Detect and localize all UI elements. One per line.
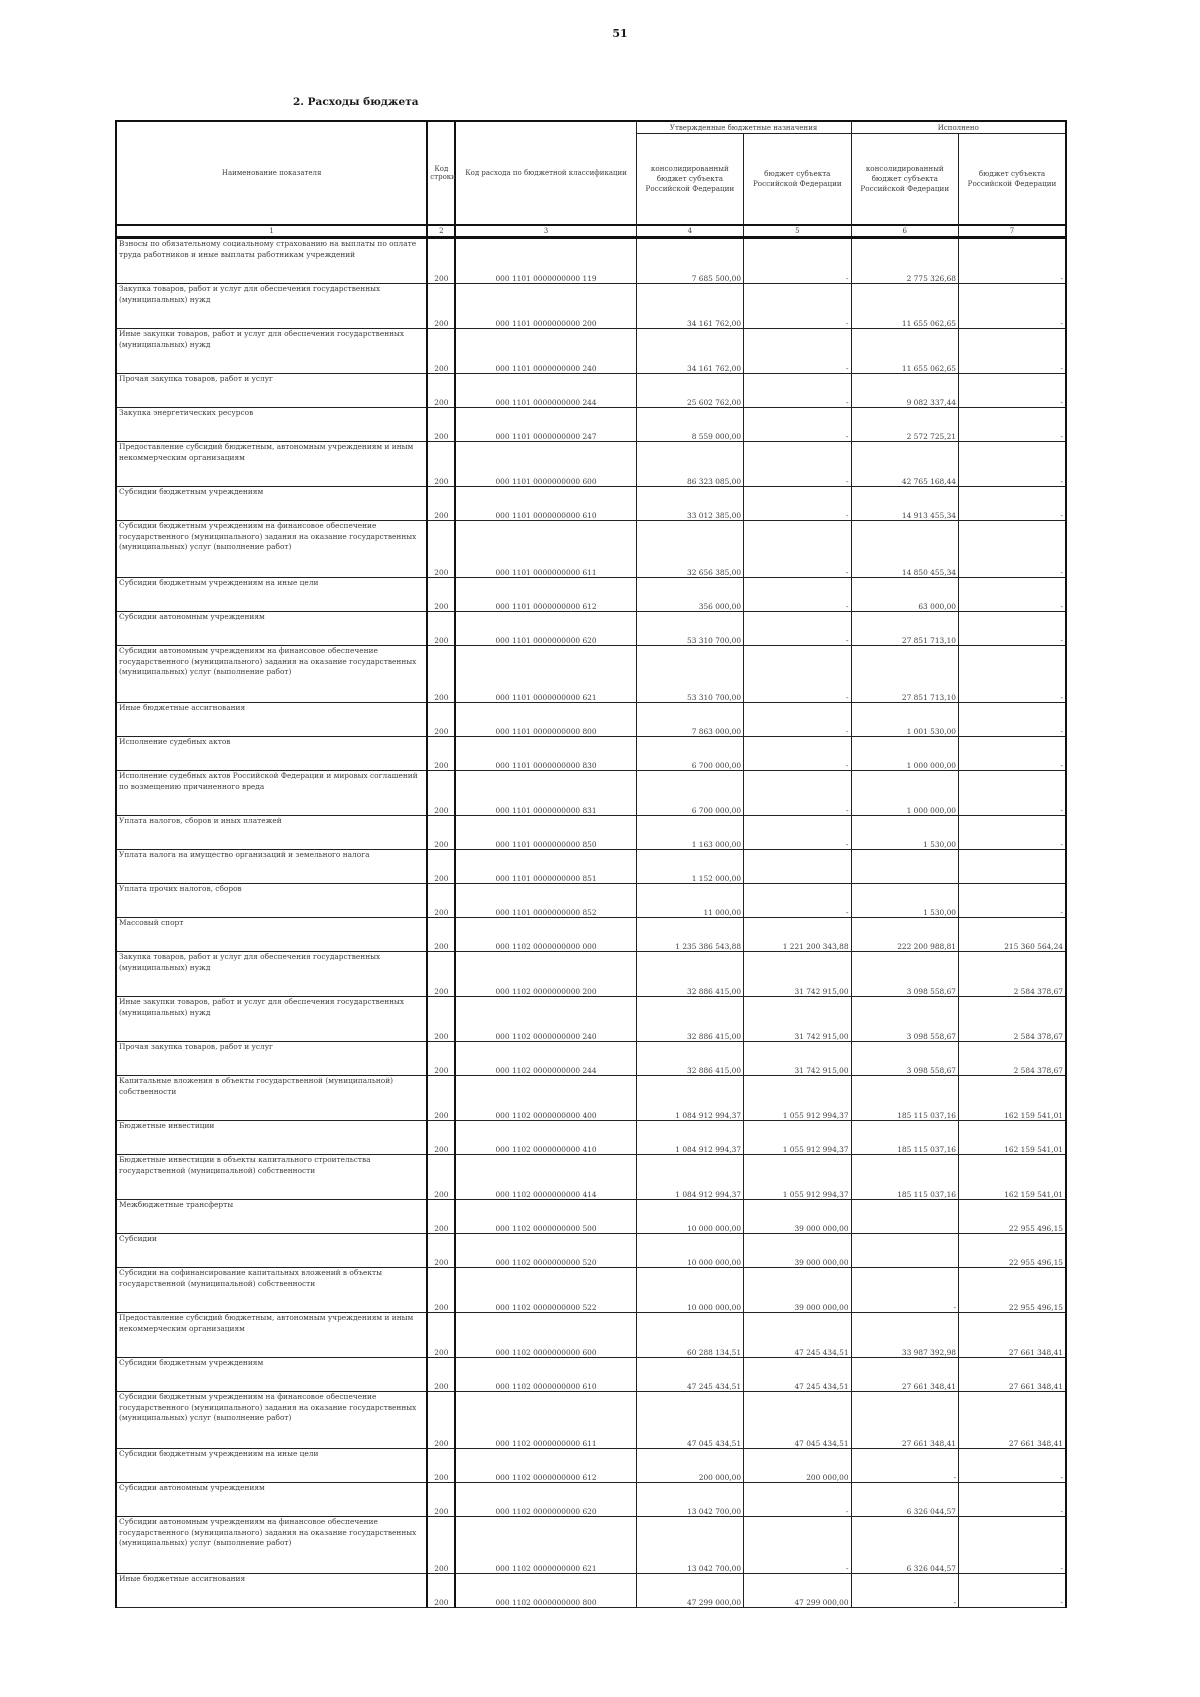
row-line-code: 200 <box>427 816 455 850</box>
row-approved-consolidated: 25 602 762,00 <box>636 374 743 408</box>
row-line-code: 200 <box>427 1042 455 1076</box>
row-approved-consolidated: 32 886 415,00 <box>636 997 743 1042</box>
table-row <box>116 1483 1066 1517</box>
row-executed-subject: 162 159 541,01 <box>958 1155 1066 1200</box>
row-approved-subject: - <box>744 329 851 374</box>
table-row <box>116 238 1066 284</box>
row-budget-code: 000 1102 0000000000 400 <box>455 1076 636 1121</box>
row-name: Предоставление субсидий бюджетным, автономным учреждениям и иным некоммерческим организациям <box>116 1313 427 1358</box>
row-approved-subject: - <box>744 521 851 578</box>
row-name: Субсидии <box>116 1234 427 1268</box>
row-executed-consolidated: 11 655 062,65 <box>851 284 958 329</box>
table-row <box>116 1121 1066 1155</box>
row-executed-subject: 2 584 378,67 <box>958 952 1066 997</box>
row-name: Закупка товаров, работ и услуг для обеспечения государственных (муниципальных) нужд <box>116 952 427 997</box>
row-approved-subject: - <box>744 703 851 737</box>
expenses-table <box>115 120 1067 1608</box>
row-name: Иные бюджетные ассигнования <box>116 703 427 737</box>
row-executed-subject: - <box>958 442 1066 487</box>
row-approved-consolidated: 10 000 000,00 <box>636 1234 743 1268</box>
row-approved-subject: - <box>744 238 851 284</box>
row-budget-code: 000 1102 0000000000 520 <box>455 1234 636 1268</box>
row-approved-subject: 47 245 434,51 <box>744 1313 851 1358</box>
row-approved-consolidated: 53 310 700,00 <box>636 612 743 646</box>
row-approved-consolidated: 86 323 085,00 <box>636 442 743 487</box>
row-approved-subject: 1 055 912 994,37 <box>744 1155 851 1200</box>
row-name: Субсидии бюджетным учреждениям на финансовое обеспечение государственного (муниципального) задания на оказание государственных (муниципальных) услуг (выполнение работ) <box>116 521 427 578</box>
row-name: Иные бюджетные ассигнования <box>116 1574 427 1608</box>
row-line-code: 200 <box>427 1449 455 1483</box>
row-approved-consolidated: 7 685 500,00 <box>636 238 743 284</box>
row-approved-consolidated: 8 559 000,00 <box>636 408 743 442</box>
row-budget-code: 000 1102 0000000000 600 <box>455 1313 636 1358</box>
row-approved-consolidated: 34 161 762,00 <box>636 329 743 374</box>
row-executed-subject: 27 661 348,41 <box>958 1313 1066 1358</box>
table-row <box>116 487 1066 521</box>
row-approved-consolidated: 32 886 415,00 <box>636 952 743 997</box>
header-approved-consolidated: консолидированный бюджет субъекта Российской Федерации <box>636 134 743 226</box>
col-number: 1 <box>116 225 427 238</box>
row-approved-consolidated: 10 000 000,00 <box>636 1268 743 1313</box>
row-name: Исполнение судебных актов <box>116 737 427 771</box>
row-line-code: 200 <box>427 737 455 771</box>
row-executed-consolidated: 2 775 326,68 <box>851 238 958 284</box>
row-line-code: 200 <box>427 703 455 737</box>
row-executed-consolidated: 14 850 455,34 <box>851 521 958 578</box>
row-line-code: 200 <box>427 578 455 612</box>
col-number: 4 <box>636 225 743 238</box>
row-budget-code: 000 1102 0000000000 200 <box>455 952 636 997</box>
row-executed-consolidated: 27 851 713,10 <box>851 646 958 703</box>
row-approved-subject <box>744 850 851 884</box>
row-executed-consolidated: 185 115 037,16 <box>851 1121 958 1155</box>
row-line-code: 200 <box>427 1483 455 1517</box>
row-line-code: 200 <box>427 1313 455 1358</box>
row-executed-subject: - <box>958 816 1066 850</box>
row-approved-subject: - <box>744 884 851 918</box>
row-approved-consolidated: 47 299 000,00 <box>636 1574 743 1608</box>
row-budget-code: 000 1102 0000000000 611 <box>455 1392 636 1449</box>
row-budget-code: 000 1102 0000000000 522 <box>455 1268 636 1313</box>
row-budget-code: 000 1101 0000000000 621 <box>455 646 636 703</box>
row-executed-consolidated: 1 530,00 <box>851 816 958 850</box>
row-executed-subject: - <box>958 612 1066 646</box>
row-approved-consolidated: 1 163 000,00 <box>636 816 743 850</box>
row-name: Уплата налогов, сборов и иных платежей <box>116 816 427 850</box>
row-line-code: 200 <box>427 850 455 884</box>
row-executed-consolidated: 1 000 000,00 <box>851 737 958 771</box>
row-approved-consolidated: 33 012 385,00 <box>636 487 743 521</box>
row-name: Иные закупки товаров, работ и услуг для обеспечения государственных (муниципальных) нужд <box>116 997 427 1042</box>
row-name: Субсидии автономным учреждениям на финансовое обеспечение государственного (муниципального) задания на оказание государственных (муниципальных) услуг (выполнение работ) <box>116 646 427 703</box>
row-executed-subject: - <box>958 1483 1066 1517</box>
table-row <box>116 408 1066 442</box>
row-executed-consolidated: 6 326 044,57 <box>851 1483 958 1517</box>
row-budget-code: 000 1102 0000000000 000 <box>455 918 636 952</box>
row-line-code: 200 <box>427 1076 455 1121</box>
section-title: 2. Расходы бюджета <box>293 96 419 108</box>
row-executed-subject: - <box>958 578 1066 612</box>
row-approved-subject: - <box>744 284 851 329</box>
table-row <box>116 1517 1066 1574</box>
row-approved-subject: 39 000 000,00 <box>744 1200 851 1234</box>
row-budget-code: 000 1101 0000000000 244 <box>455 374 636 408</box>
row-approved-consolidated: 47 245 434,51 <box>636 1358 743 1392</box>
row-executed-consolidated: 14 913 455,34 <box>851 487 958 521</box>
row-approved-consolidated: 200 000,00 <box>636 1449 743 1483</box>
row-name: Межбюджетные трансферты <box>116 1200 427 1234</box>
row-approved-consolidated: 1 084 912 994,37 <box>636 1121 743 1155</box>
row-name: Исполнение судебных актов Российской Федерации и мировых соглашений по возмещению причиненного вреда <box>116 771 427 816</box>
row-line-code: 200 <box>427 1358 455 1392</box>
row-name: Субсидии бюджетным учреждениям на финансовое обеспечение государственного (муниципального) задания на оказание государственных (муниципальных) услуг (выполнение работ) <box>116 1392 427 1449</box>
row-executed-subject: - <box>958 703 1066 737</box>
row-approved-subject: 47 299 000,00 <box>744 1574 851 1608</box>
table-row <box>116 816 1066 850</box>
row-budget-code: 000 1101 0000000000 600 <box>455 442 636 487</box>
table-header <box>116 121 1066 238</box>
table-row <box>116 952 1066 997</box>
table-row <box>116 1200 1066 1234</box>
row-line-code: 200 <box>427 771 455 816</box>
table-row <box>116 1076 1066 1121</box>
page-number: 51 <box>612 27 628 40</box>
col-number: 3 <box>455 225 636 238</box>
row-budget-code: 000 1102 0000000000 610 <box>455 1358 636 1392</box>
row-name: Субсидии автономным учреждениям <box>116 1483 427 1517</box>
row-line-code: 200 <box>427 374 455 408</box>
row-approved-subject: 200 000,00 <box>744 1449 851 1483</box>
row-line-code: 200 <box>427 952 455 997</box>
table-row <box>116 1155 1066 1200</box>
row-line-code: 200 <box>427 918 455 952</box>
col-number: 2 <box>427 225 455 238</box>
row-budget-code: 000 1101 0000000000 611 <box>455 521 636 578</box>
row-executed-subject: - <box>958 771 1066 816</box>
table-row <box>116 737 1066 771</box>
row-budget-code: 000 1101 0000000000 240 <box>455 329 636 374</box>
header-budget-code: Код расхода по бюджетной классификации <box>455 121 636 225</box>
row-budget-code: 000 1102 0000000000 621 <box>455 1517 636 1574</box>
row-budget-code: 000 1102 0000000000 244 <box>455 1042 636 1076</box>
row-budget-code: 000 1102 0000000000 620 <box>455 1483 636 1517</box>
col-number: 6 <box>851 225 958 238</box>
row-approved-subject: 1 055 912 994,37 <box>744 1076 851 1121</box>
row-approved-consolidated: 7 863 000,00 <box>636 703 743 737</box>
row-executed-consolidated: 3 098 558,67 <box>851 997 958 1042</box>
table-row <box>116 884 1066 918</box>
row-line-code: 200 <box>427 997 455 1042</box>
row-name: Субсидии бюджетным учреждениям <box>116 487 427 521</box>
header-executed-consolidated: консолидированный бюджет субъекта Российской Федерации <box>851 134 958 226</box>
table-row <box>116 646 1066 703</box>
row-name: Капитальные вложения в объекты государственной (муниципальной) собственности <box>116 1076 427 1121</box>
row-line-code: 200 <box>427 1574 455 1608</box>
row-approved-subject: 39 000 000,00 <box>744 1234 851 1268</box>
row-approved-consolidated: 10 000 000,00 <box>636 1200 743 1234</box>
row-line-code: 200 <box>427 408 455 442</box>
row-budget-code: 000 1101 0000000000 800 <box>455 703 636 737</box>
table-row <box>116 850 1066 884</box>
row-executed-subject: 2 584 378,67 <box>958 1042 1066 1076</box>
row-name: Прочая закупка товаров, работ и услуг <box>116 374 427 408</box>
row-budget-code: 000 1102 0000000000 612 <box>455 1449 636 1483</box>
row-line-code: 200 <box>427 1155 455 1200</box>
table-row <box>116 1234 1066 1268</box>
table-row <box>116 442 1066 487</box>
row-line-code: 200 <box>427 1517 455 1574</box>
row-approved-subject: - <box>744 816 851 850</box>
row-executed-consolidated: 1 001 530,00 <box>851 703 958 737</box>
row-name: Субсидии бюджетным учреждениям <box>116 1358 427 1392</box>
row-approved-consolidated: 1 084 912 994,37 <box>636 1155 743 1200</box>
row-approved-subject: 1 221 200 343,88 <box>744 918 851 952</box>
row-line-code: 200 <box>427 1268 455 1313</box>
header-name: Наименование показателя <box>116 121 427 225</box>
row-approved-consolidated: 13 042 700,00 <box>636 1517 743 1574</box>
row-name: Иные закупки товаров, работ и услуг для обеспечения государственных (муниципальных) нужд <box>116 329 427 374</box>
row-executed-consolidated <box>851 1200 958 1234</box>
row-name: Уплата налога на имущество организаций и земельного налога <box>116 850 427 884</box>
row-executed-subject: 215 360 564,24 <box>958 918 1066 952</box>
row-executed-subject: - <box>958 487 1066 521</box>
row-executed-subject: 22 955 496,15 <box>958 1234 1066 1268</box>
row-executed-subject: - <box>958 374 1066 408</box>
table-row <box>116 1042 1066 1076</box>
row-line-code: 200 <box>427 612 455 646</box>
table-row <box>116 1313 1066 1358</box>
row-budget-code: 000 1101 0000000000 612 <box>455 578 636 612</box>
row-approved-consolidated: 356 000,00 <box>636 578 743 612</box>
row-name: Бюджетные инвестиции <box>116 1121 427 1155</box>
row-executed-consolidated: 9 082 337,44 <box>851 374 958 408</box>
row-executed-consolidated: 1 000 000,00 <box>851 771 958 816</box>
header-group-approved: Утвержденные бюджетные назначения <box>636 121 851 134</box>
row-budget-code: 000 1101 0000000000 200 <box>455 284 636 329</box>
row-line-code: 200 <box>427 1234 455 1268</box>
row-approved-consolidated: 1 235 386 543,88 <box>636 918 743 952</box>
row-approved-consolidated: 6 700 000,00 <box>636 737 743 771</box>
row-executed-subject: 27 661 348,41 <box>958 1392 1066 1449</box>
row-executed-consolidated: 63 000,00 <box>851 578 958 612</box>
row-approved-subject: 47 245 434,51 <box>744 1358 851 1392</box>
row-budget-code: 000 1102 0000000000 414 <box>455 1155 636 1200</box>
row-executed-consolidated: 27 661 348,41 <box>851 1358 958 1392</box>
row-budget-code: 000 1101 0000000000 831 <box>455 771 636 816</box>
row-executed-consolidated: 33 987 392,98 <box>851 1313 958 1358</box>
row-executed-consolidated: - <box>851 1574 958 1608</box>
row-line-code: 200 <box>427 329 455 374</box>
row-budget-code: 000 1101 0000000000 851 <box>455 850 636 884</box>
row-executed-consolidated: 42 765 168,44 <box>851 442 958 487</box>
row-executed-consolidated: 27 851 713,10 <box>851 612 958 646</box>
row-approved-subject: - <box>744 737 851 771</box>
row-executed-subject: 162 159 541,01 <box>958 1121 1066 1155</box>
row-executed-consolidated: 185 115 037,16 <box>851 1076 958 1121</box>
row-executed-subject: - <box>958 521 1066 578</box>
table-row <box>116 578 1066 612</box>
table-row <box>116 521 1066 578</box>
row-executed-subject: - <box>958 408 1066 442</box>
row-name: Предоставление субсидий бюджетным, автономным учреждениям и иным некоммерческим организациям <box>116 442 427 487</box>
row-line-code: 200 <box>427 1392 455 1449</box>
row-approved-subject: - <box>744 442 851 487</box>
col-number: 7 <box>958 225 1066 238</box>
row-line-code: 200 <box>427 1121 455 1155</box>
row-executed-subject: - <box>958 1449 1066 1483</box>
row-name: Субсидии автономным учреждениям <box>116 612 427 646</box>
row-approved-subject: - <box>744 771 851 816</box>
row-approved-subject: 31 742 915,00 <box>744 952 851 997</box>
row-approved-subject: - <box>744 408 851 442</box>
row-budget-code: 000 1101 0000000000 850 <box>455 816 636 850</box>
table-row <box>116 703 1066 737</box>
row-executed-consolidated: 1 530,00 <box>851 884 958 918</box>
row-name: Закупка энергетических ресурсов <box>116 408 427 442</box>
row-budget-code: 000 1101 0000000000 119 <box>455 238 636 284</box>
header-line-code: Код строки <box>427 121 455 225</box>
table-row <box>116 1268 1066 1313</box>
row-budget-code: 000 1101 0000000000 830 <box>455 737 636 771</box>
row-budget-code: 000 1101 0000000000 247 <box>455 408 636 442</box>
row-executed-consolidated <box>851 850 958 884</box>
row-name: Субсидии автономным учреждениям на финансовое обеспечение государственного (муниципального) задания на оказание государственных (муниципальных) услуг (выполнение работ) <box>116 1517 427 1574</box>
row-line-code: 200 <box>427 884 455 918</box>
row-approved-subject: - <box>744 374 851 408</box>
row-budget-code: 000 1101 0000000000 620 <box>455 612 636 646</box>
table-row <box>116 1392 1066 1449</box>
row-name: Бюджетные инвестиции в объекты капитального строительства государственной (муниципальной) собственности <box>116 1155 427 1200</box>
row-executed-subject: - <box>958 884 1066 918</box>
row-approved-consolidated: 1 084 912 994,37 <box>636 1076 743 1121</box>
row-name: Субсидии на софинансирование капитальных вложений в объекты государственной (муниципальной) собственности <box>116 1268 427 1313</box>
row-line-code: 200 <box>427 442 455 487</box>
row-approved-subject: - <box>744 487 851 521</box>
row-approved-subject: - <box>744 578 851 612</box>
row-executed-subject: 27 661 348,41 <box>958 1358 1066 1392</box>
row-approved-subject: 31 742 915,00 <box>744 1042 851 1076</box>
row-executed-subject: - <box>958 329 1066 374</box>
row-executed-subject: 22 955 496,15 <box>958 1200 1066 1234</box>
table-row <box>116 374 1066 408</box>
row-approved-subject: - <box>744 612 851 646</box>
row-executed-subject: 22 955 496,15 <box>958 1268 1066 1313</box>
col-number: 5 <box>744 225 851 238</box>
row-budget-code: 000 1101 0000000000 610 <box>455 487 636 521</box>
table-row <box>116 284 1066 329</box>
row-budget-code: 000 1102 0000000000 800 <box>455 1574 636 1608</box>
table-row <box>116 329 1066 374</box>
row-approved-subject: 31 742 915,00 <box>744 997 851 1042</box>
table-row <box>116 612 1066 646</box>
row-budget-code: 000 1102 0000000000 240 <box>455 997 636 1042</box>
row-executed-consolidated: 3 098 558,67 <box>851 952 958 997</box>
row-approved-consolidated: 6 700 000,00 <box>636 771 743 816</box>
row-name: Взносы по обязательному социальному страхованию на выплаты по оплате труда работников и иные выплаты работникам учреждений <box>116 238 427 284</box>
row-executed-consolidated: 185 115 037,16 <box>851 1155 958 1200</box>
row-line-code: 200 <box>427 238 455 284</box>
table-row <box>116 997 1066 1042</box>
header-group-executed: Исполнено <box>851 121 1066 134</box>
row-name: Массовый спорт <box>116 918 427 952</box>
row-approved-subject: - <box>744 1483 851 1517</box>
row-executed-consolidated: 11 655 062,65 <box>851 329 958 374</box>
row-executed-subject: - <box>958 1517 1066 1574</box>
row-approved-consolidated: 53 310 700,00 <box>636 646 743 703</box>
row-approved-consolidated: 34 161 762,00 <box>636 284 743 329</box>
row-executed-consolidated: 27 661 348,41 <box>851 1392 958 1449</box>
table-row <box>116 1449 1066 1483</box>
row-executed-consolidated: 222 200 988,81 <box>851 918 958 952</box>
row-line-code: 200 <box>427 521 455 578</box>
row-executed-consolidated: 3 098 558,67 <box>851 1042 958 1076</box>
row-name: Субсидии бюджетным учреждениям на иные цели <box>116 1449 427 1483</box>
row-budget-code: 000 1101 0000000000 852 <box>455 884 636 918</box>
row-approved-subject: - <box>744 1517 851 1574</box>
header-approved-subject: бюджет субъекта Российской Федерации <box>744 134 851 226</box>
row-executed-consolidated: - <box>851 1449 958 1483</box>
row-approved-consolidated: 13 042 700,00 <box>636 1483 743 1517</box>
row-line-code: 200 <box>427 284 455 329</box>
row-budget-code: 000 1102 0000000000 500 <box>455 1200 636 1234</box>
table-row <box>116 1574 1066 1608</box>
row-executed-consolidated: - <box>851 1268 958 1313</box>
row-approved-consolidated: 11 000,00 <box>636 884 743 918</box>
row-executed-consolidated <box>851 1234 958 1268</box>
header-executed-subject: бюджет субъекта Российской Федерации <box>958 134 1066 226</box>
row-approved-consolidated: 32 886 415,00 <box>636 1042 743 1076</box>
row-executed-consolidated: 2 572 725,21 <box>851 408 958 442</box>
table-row <box>116 918 1066 952</box>
row-budget-code: 000 1102 0000000000 410 <box>455 1121 636 1155</box>
row-name: Уплата прочих налогов, сборов <box>116 884 427 918</box>
row-executed-subject: 162 159 541,01 <box>958 1076 1066 1121</box>
row-approved-consolidated: 1 152 000,00 <box>636 850 743 884</box>
row-executed-subject: - <box>958 284 1066 329</box>
row-name: Прочая закупка товаров, работ и услуг <box>116 1042 427 1076</box>
row-executed-subject <box>958 850 1066 884</box>
row-executed-subject: - <box>958 646 1066 703</box>
row-name: Закупка товаров, работ и услуг для обеспечения государственных (муниципальных) нужд <box>116 284 427 329</box>
table-row <box>116 1358 1066 1392</box>
row-approved-consolidated: 47 045 434,51 <box>636 1392 743 1449</box>
row-approved-subject: 47 045 434,51 <box>744 1392 851 1449</box>
table-body <box>116 238 1066 1608</box>
table-row <box>116 771 1066 816</box>
row-executed-consolidated: 6 326 044,57 <box>851 1517 958 1574</box>
row-line-code: 200 <box>427 646 455 703</box>
row-executed-subject: - <box>958 238 1066 284</box>
row-approved-subject: - <box>744 646 851 703</box>
row-approved-subject: 1 055 912 994,37 <box>744 1121 851 1155</box>
row-line-code: 200 <box>427 487 455 521</box>
row-approved-consolidated: 60 288 134,51 <box>636 1313 743 1358</box>
row-name: Субсидии бюджетным учреждениям на иные цели <box>116 578 427 612</box>
row-executed-subject: - <box>958 737 1066 771</box>
row-approved-consolidated: 32 656 385,00 <box>636 521 743 578</box>
row-line-code: 200 <box>427 1200 455 1234</box>
row-executed-subject: - <box>958 1574 1066 1608</box>
row-executed-subject: 2 584 378,67 <box>958 997 1066 1042</box>
row-approved-subject: 39 000 000,00 <box>744 1268 851 1313</box>
